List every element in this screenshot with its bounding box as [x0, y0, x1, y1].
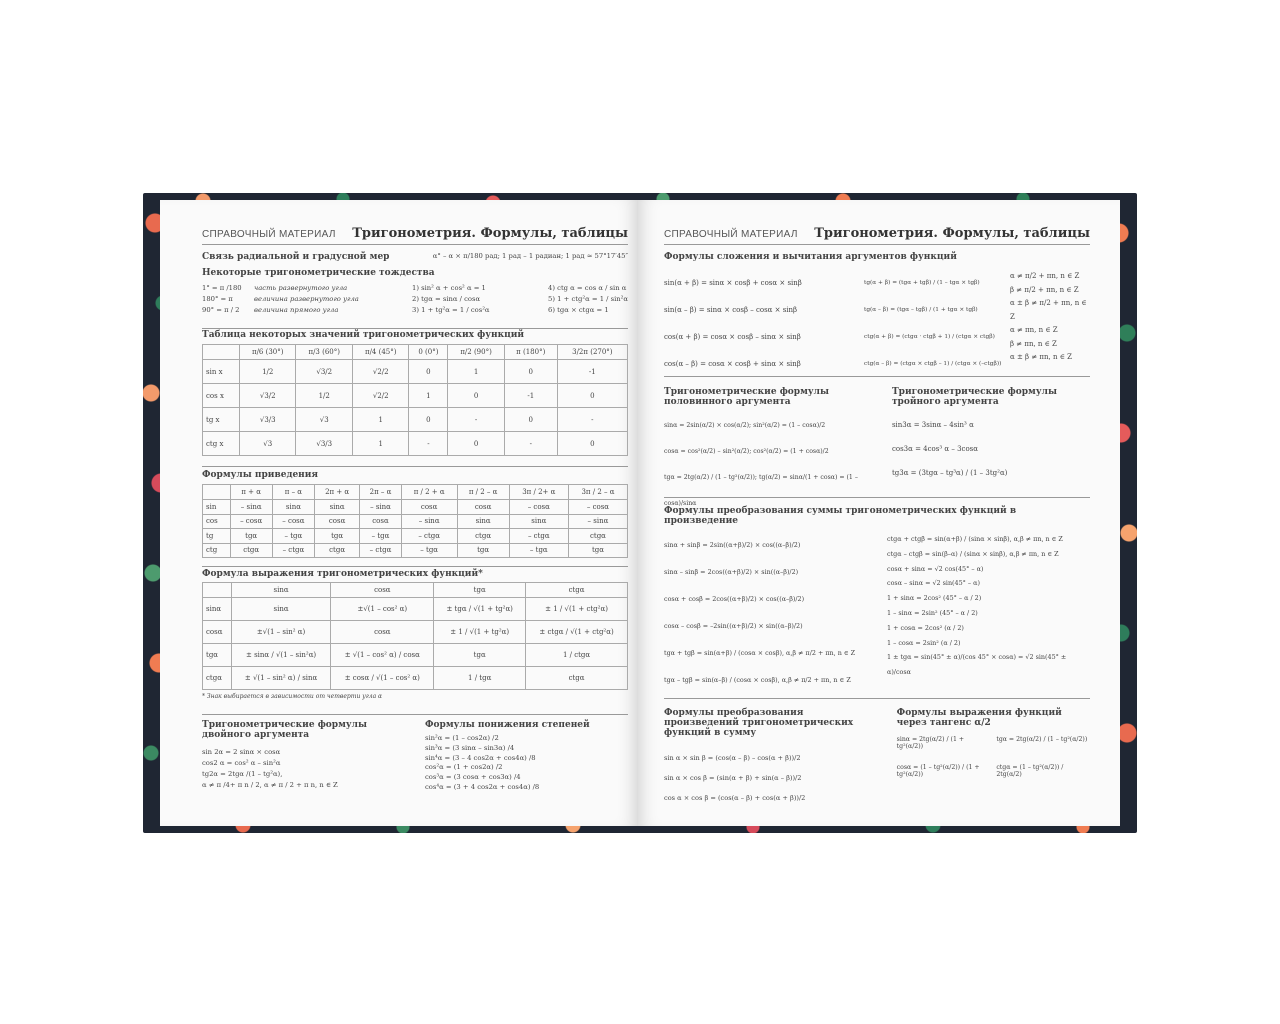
table-cell: -: [504, 432, 557, 456]
identity-description: величина развернутого угла: [254, 295, 359, 303]
section-title: Тригонометрические формулы тройного аргумента: [891, 387, 1058, 407]
identity-value: 90° = π / 2: [202, 306, 240, 314]
table-cell: – ctgα: [272, 543, 314, 558]
section-title: Таблица некоторых значений тригонометрических функций: [202, 330, 525, 340]
formula: cosα + cosβ = 2cos((α+β)/2) × cos((α–β)/2): [664, 595, 805, 603]
formula: ctg(α – β) = (ctgα × ctgβ – 1) / (ctgα × (–ctgβ)): [864, 361, 1002, 367]
bottom-section: [202, 720, 628, 793]
formula: sinα = 2sin(α/2) × cos(α/2); sin²(α/2) = (1 – cosα)/2: [664, 422, 826, 429]
formula: ctg(α + β) = (ctgα · ctgβ + 1) / (ctgα × ctgβ): [864, 334, 995, 340]
table-cell: √3/2: [296, 360, 353, 384]
formula: sin(α + β) = sinα × cosβ + cosα × sinβ: [664, 279, 802, 287]
table-cell: √3: [296, 408, 353, 432]
table-cell: – ctgα: [509, 529, 568, 544]
product-to-sum-block: [664, 708, 877, 808]
table-cell: 0: [504, 360, 557, 384]
formula: sinα – sinβ = 2cos((α+β)/2) × sin((α–β)/2): [664, 568, 799, 576]
table-cell: √3/3: [296, 432, 353, 456]
identity-row: [202, 295, 412, 303]
table-cell: 0: [448, 432, 505, 456]
table-row: [203, 621, 628, 644]
table-cell: cosα: [401, 500, 457, 515]
table-header-cell: 3π / 2 – α: [568, 485, 627, 500]
formula: 1 + cosα = 2cos² (α / 2): [887, 623, 964, 632]
table-cell: 0: [557, 384, 627, 408]
table-cell: – sinα: [401, 514, 457, 529]
identity-formula: 1) sin² α + cos² α = 1: [412, 284, 486, 292]
formula: cos(α – β) = cosα × cosβ + sinα × sinβ: [664, 360, 801, 368]
table-cell: tgα: [230, 529, 272, 544]
identity-formula: 2) tgα = sinα / cosα: [412, 295, 481, 303]
table-row: [203, 432, 628, 456]
table-cell: tg: [203, 529, 231, 544]
formula: cos⁴α = (3 + 4 cos2α + cos4α) /8: [425, 782, 540, 791]
table-cell: √3: [239, 432, 296, 456]
formula: α ≠ π /4+ π n / 2, α ≠ π / 2 + π n, n ∈ Z: [202, 781, 338, 789]
table-header-cell: [203, 345, 240, 360]
table-cell: 1 / ctgα: [526, 644, 628, 667]
section-title: Формулы понижения степеней: [425, 720, 590, 730]
divider: [202, 328, 628, 329]
table-header-cell: cosα: [331, 583, 434, 598]
addition-conditions: [1010, 270, 1090, 378]
table-header-cell: π + α: [230, 485, 272, 500]
table-header-cell: 2π – α: [360, 485, 402, 500]
table-cell: – ctgα: [401, 529, 457, 544]
table-cell: ctgα: [568, 529, 627, 544]
table-cell: – cosα: [272, 514, 314, 529]
table-cell: – tgα: [509, 543, 568, 558]
table-cell: ± √(1 – sin² α) / sinα: [231, 667, 330, 690]
sum-to-product-a: [664, 532, 867, 694]
formula: cosα – sinα = √2 sin(45° – α): [887, 579, 980, 588]
divider: [202, 714, 628, 715]
table-row: [203, 384, 628, 408]
table-cell: ± 1 / √(1 + tg²α): [434, 621, 526, 644]
table-header-cell: 3/2π (270°): [557, 345, 627, 360]
table-header-cell: π (180°): [504, 345, 557, 360]
formula: cos²α = (1 + cos2α) /2: [425, 763, 503, 772]
table-row: [203, 598, 628, 621]
table-cell: 0: [557, 432, 627, 456]
table-cell: -: [557, 408, 627, 432]
section-title: Формула выражения тригонометрических функций*: [202, 569, 483, 579]
identity-description: величина прямого угла: [254, 306, 339, 314]
formula: sin³α = (3 sinα – sin3α) /4: [425, 743, 515, 752]
table-cell: ±√(1 – sin² α): [231, 621, 330, 644]
condition: β ≠ π/2 + πn, n ∈ Z: [1010, 285, 1079, 294]
table-cell: ± tgα / √(1 + tg²α): [434, 598, 526, 621]
table-header-cell: tgα: [434, 583, 526, 598]
table-row: [203, 529, 628, 544]
table-cell: ±√(1 – cos² α): [331, 598, 434, 621]
table-header-cell: π – α: [272, 485, 314, 500]
table-row: [203, 543, 628, 558]
section-title: Формулы выражения функций через тангенс α/2: [896, 708, 1062, 728]
formula: sin3α = 3sinα – 4sin³ α: [891, 421, 974, 429]
table-cell: ctg: [203, 543, 231, 558]
table-cell: cos x: [203, 384, 240, 408]
expression-table: [202, 582, 628, 690]
table-cell: √2/2: [352, 384, 409, 408]
table-cell: – sinα: [568, 514, 627, 529]
formula: sin²α = (1 – cos2α) /2: [425, 734, 499, 742]
table-cell: ctgα: [526, 667, 628, 690]
formula: sin α × sin β = (cos(α – β) – cos(α + β))/2: [664, 754, 801, 762]
formula: tg3α = (3tgα – tg³α) / (1 – 3tg²α): [891, 469, 1008, 477]
table-cell: -: [448, 408, 505, 432]
table-cell: 1: [448, 360, 505, 384]
table-cell: 1 / tgα: [434, 667, 526, 690]
table-cell: cosα: [457, 500, 509, 515]
left-page-header: [202, 226, 628, 245]
page-title: Тригонометрия. Формулы, таблицы: [352, 226, 628, 241]
formula: cos2 α = cos² α – sin²α: [202, 759, 281, 767]
formula: cos(α + β) = cosα × cosβ – sinα × sinβ: [664, 333, 801, 341]
table-cell: ctgα: [203, 667, 232, 690]
table-cell: 1: [352, 432, 409, 456]
table-cell: 1: [409, 384, 448, 408]
bottom-section: [664, 708, 1090, 808]
table-cell: 0: [448, 384, 505, 408]
table-header-row: [203, 485, 628, 500]
table-cell: cosα: [360, 514, 402, 529]
formula: cosα + sinα = √2 cos(45° – α): [887, 564, 984, 573]
double-arg-block: [202, 720, 405, 793]
page-title: Тригонометрия. Формулы, таблицы: [814, 226, 1090, 241]
table-row: [203, 408, 628, 432]
table-header-cell: 0 (0°): [409, 345, 448, 360]
formula: cos³α = (3 cosα + cos3α) /4: [425, 773, 521, 782]
formula: 1 + sinα = 2cos² (45° – α / 2): [887, 594, 982, 603]
formula: sinα + sinβ = 2sin((α+β)/2) × cos((α–β)/2): [664, 541, 801, 549]
left-page: [160, 200, 638, 826]
footnote: * Знак выбирается в зависимости от четверти угла α: [202, 693, 383, 700]
tan-half-formulas: [897, 736, 1090, 778]
table-cell: ± sinα / √(1 – sin²α): [231, 644, 330, 667]
formula: 1 ± tgα = sin(45° ± α)/(cos 45° × cosα) = √2 sin(45° ± α)/cosα: [887, 653, 1067, 677]
identity-row: [202, 284, 412, 292]
formula: tgα = 2tg(α/2) / (1 – tg²(α/2)): [996, 736, 1088, 743]
formula: sin⁴α = (3 – 4 cos2α + cos4α) /8: [425, 753, 536, 762]
table-cell: – sinα: [360, 500, 402, 515]
table-cell: tgα: [434, 644, 526, 667]
table-cell: 0: [409, 360, 448, 384]
table-cell: sinα: [203, 598, 232, 621]
addition-tg-ctg: [864, 270, 1010, 378]
formula: cosα = (1 – tg²(α/2)) / (1 + tg²(α/2)): [896, 764, 980, 778]
radian-degree-section: [202, 252, 628, 262]
section-title: Формулы преобразования произведений тригонометрических функций в сумму: [664, 708, 854, 738]
formula: sin 2α = 2 sinα × cosα: [202, 748, 281, 756]
formula: ctgα – ctgβ = sin(β–α) / (sinα × sinβ), α,β ≠ πn, n ∈ Z: [887, 549, 1059, 558]
table-row: [203, 500, 628, 515]
radian-formula: α° – α × π/180 рад; 1 рад – 1 радиан; 1 рад ≈ 57°17′45″: [432, 252, 628, 260]
table-cell: sinα: [315, 500, 360, 515]
double-arg-formulas: [202, 748, 405, 789]
formula: sinα = 2tg(α/2) / (1 + tg²(α/2)): [896, 736, 965, 750]
table-header-cell: π/6 (30°): [239, 345, 296, 360]
table-row: [203, 360, 628, 384]
section-title: Тригонометрические формулы двойного аргумента: [202, 720, 368, 740]
section-kicker: СПРАВОЧНЫЙ МАТЕРИАЛ: [664, 229, 798, 240]
identity-formula: 5) 1 + ctg²α = 1 / sin²α: [548, 295, 628, 303]
table-cell: √3/3: [239, 408, 296, 432]
table-header-cell: π/2 (90°): [448, 345, 505, 360]
table-header-cell: 2π + α: [315, 485, 360, 500]
table-cell: – tgα: [360, 529, 402, 544]
formula: tg(α + β) = (tgα + tgβ) / (1 – tgα × tgβ): [864, 280, 980, 286]
table-cell: cos: [203, 514, 231, 529]
table-cell: – cosα: [568, 500, 627, 515]
section-title: Формулы преобразования суммы тригонометрических функций в произведение: [664, 506, 1017, 526]
reduction-section: [202, 470, 628, 558]
divider: [202, 566, 628, 567]
tan-half-block: [897, 708, 1090, 808]
table-cell: sinα: [457, 514, 509, 529]
section-title: Связь радиальной и градусной мер: [202, 252, 390, 262]
table-header-cell: ctgα: [526, 583, 628, 598]
table-header-cell: π / 2 + α: [401, 485, 457, 500]
divider: [664, 698, 1090, 699]
table-cell: tgα: [203, 644, 232, 667]
table-cell: – ctgα: [360, 543, 402, 558]
table-cell: sin x: [203, 360, 240, 384]
table-cell: sinα: [272, 500, 314, 515]
formula: sin α × cos β = (sin(α + β) + sin(α – β))/2: [664, 774, 802, 782]
formula: tg(α – β) = (tgα – tgβ) / (1 + tgα × tgβ): [864, 307, 978, 313]
identity-value: 180° = π: [202, 295, 233, 303]
table-cell: – tgα: [401, 543, 457, 558]
table-cell: 0: [409, 408, 448, 432]
table-row: [203, 667, 628, 690]
half-arg-formulas: [664, 413, 872, 517]
formula: tgα + tgβ = sin(α+β) / (cosα × cosβ), α,β ≠ π/2 + πn, n ∈ Z: [664, 649, 856, 657]
table-header-cell: π/4 (45°): [352, 345, 409, 360]
identity-value: 1° = π /180: [202, 284, 242, 292]
lower-power-block: [425, 720, 628, 793]
table-cell: cosα: [315, 514, 360, 529]
formula: sin(α – β) = sinα × cosβ – cosα × sinβ: [664, 306, 798, 314]
formula: ctgα + ctgβ = sin(α+β) / (sinα × sinβ), α,β ≠ πn, n ∈ Z: [887, 535, 1063, 543]
table-cell: sinα: [231, 598, 330, 621]
sum-product-section: [664, 506, 1090, 694]
condition: α ≠ πn, n ∈ Z: [1010, 326, 1058, 334]
identity-description: часть развернутого угла: [254, 284, 348, 292]
identities-section: [202, 268, 628, 317]
formula: cosα = cos²(α/2) – sin²(α/2); cos²(α/2) = (1 + cosα)/2: [664, 448, 829, 455]
table-cell: 0: [504, 408, 557, 432]
condition: α ± β ≠ πn, n ∈ Z: [1010, 353, 1072, 361]
table-header-cell: [203, 485, 231, 500]
table-cell: – cosα: [230, 514, 272, 529]
table-cell: -1: [504, 384, 557, 408]
table-cell: ctgα: [315, 543, 360, 558]
table-cell: ± √(1 – cos² α) / cosα: [331, 644, 434, 667]
table-cell: cosα: [203, 621, 232, 644]
table-cell: -: [409, 432, 448, 456]
values-table-section: [202, 330, 628, 456]
table-cell: tgα: [315, 529, 360, 544]
divider: [664, 497, 1090, 498]
right-page-header: [664, 226, 1090, 245]
identities-list-1: [412, 284, 548, 317]
table-header-cell: [203, 583, 232, 598]
table-cell: – cosα: [509, 500, 568, 515]
formula: 1 – sinα = 2sin² (45° – α / 2): [887, 608, 978, 617]
expression-section: [202, 569, 628, 700]
formula: tgα = 2tg(α/2) / (1 – tg²(α/2)); tg(α/2) = sinα/(1 + cosα) = (1 – cosα)/sinα: [664, 474, 858, 507]
condition: α ≠ π/2 + πn, n ∈ Z: [1010, 272, 1080, 280]
formula: cosα – cosβ = –2sin((α+β)/2) × sin((α–β)/2): [664, 622, 803, 630]
triple-arg-formulas: [892, 413, 1090, 485]
product-to-sum-formulas: [664, 748, 877, 808]
section-title: Тригонометрические формулы половинного аргумента: [664, 387, 830, 407]
identity-formula: 4) ctg α = cos α / sin α: [548, 284, 627, 292]
table-header-cell: sinα: [231, 583, 330, 598]
formula: cos α × cos β = (cos(α – β) + cos(α + β))/2: [664, 794, 806, 802]
table-cell: √3/2: [239, 384, 296, 408]
table-cell: 1/2: [296, 384, 353, 408]
table-cell: 1: [352, 408, 409, 432]
condition: α ± β ≠ π/2 + πn, n ∈ Z: [1010, 299, 1087, 321]
addition-section: [664, 252, 1090, 378]
table-cell: 1/2: [239, 360, 296, 384]
sum-to-product-b: [887, 532, 1090, 694]
divider: [664, 376, 1090, 377]
reduction-table: [202, 484, 628, 558]
formula: ctgα = (1 – tg²(α/2)) / 2tg(α/2): [996, 764, 1064, 778]
formula: tg2α = 2tgα /(1 – tg²α),: [202, 770, 283, 778]
table-cell: ctgα: [230, 543, 272, 558]
values-table: [202, 344, 628, 456]
table-cell: cosα: [331, 621, 434, 644]
table-header-row: [203, 345, 628, 360]
identities-angles: [202, 284, 412, 317]
table-cell: -1: [557, 360, 627, 384]
divider: [202, 466, 628, 467]
condition: β ≠ πn, n ∈ Z: [1010, 339, 1057, 348]
identities-list-2: [548, 284, 628, 317]
identity-formula: 6) tgα × ctgα = 1: [548, 306, 609, 314]
table-cell: sinα: [509, 514, 568, 529]
table-cell: tgα: [457, 543, 509, 558]
section-kicker: СПРАВОЧНЫЙ МАТЕРИАЛ: [202, 229, 336, 240]
formula: cos3α = 4cos³ α – 3cosα: [891, 445, 978, 453]
formula: tgα – tgβ = sin(α–β) / (cosα × cosβ), α,β ≠ π/2 + πn, n ∈ Z: [664, 676, 851, 684]
table-cell: ± cosα / √(1 – cos² α): [331, 667, 434, 690]
table-cell: √2/2: [352, 360, 409, 384]
table-cell: ± 1 / √(1 + ctg²α): [526, 598, 628, 621]
table-cell: tg x: [203, 408, 240, 432]
table-cell: – tgα: [272, 529, 314, 544]
table-row: [203, 514, 628, 529]
right-page: [638, 200, 1120, 826]
section-title: Некоторые тригонометрические тождества: [202, 268, 435, 278]
identity-row: [202, 306, 412, 314]
section-title: Формулы сложения и вычитания аргументов функций: [664, 252, 957, 262]
table-header-row: [203, 583, 628, 598]
table-cell: sin: [203, 500, 231, 515]
table-header-cell: π / 2 – α: [457, 485, 509, 500]
identity-formula: 3) 1 + tg²α = 1 / cos²α: [412, 306, 490, 314]
table-row: [203, 644, 628, 667]
table-cell: ctg x: [203, 432, 240, 456]
lower-power-formulas: [425, 734, 628, 793]
table-cell: ± ctgα / √(1 + ctg²α): [526, 621, 628, 644]
table-cell: – sinα: [230, 500, 272, 515]
table-header-cell: 3π / 2+ α: [509, 485, 568, 500]
addition-sin-cos: [664, 270, 864, 378]
section-title: Формулы приведения: [202, 470, 319, 480]
table-cell: ctgα: [457, 529, 509, 544]
table-header-cell: π/3 (60°): [296, 345, 353, 360]
formula: 1 – cosα = 2sin² (α / 2): [887, 638, 961, 647]
table-cell: tgα: [568, 543, 627, 558]
